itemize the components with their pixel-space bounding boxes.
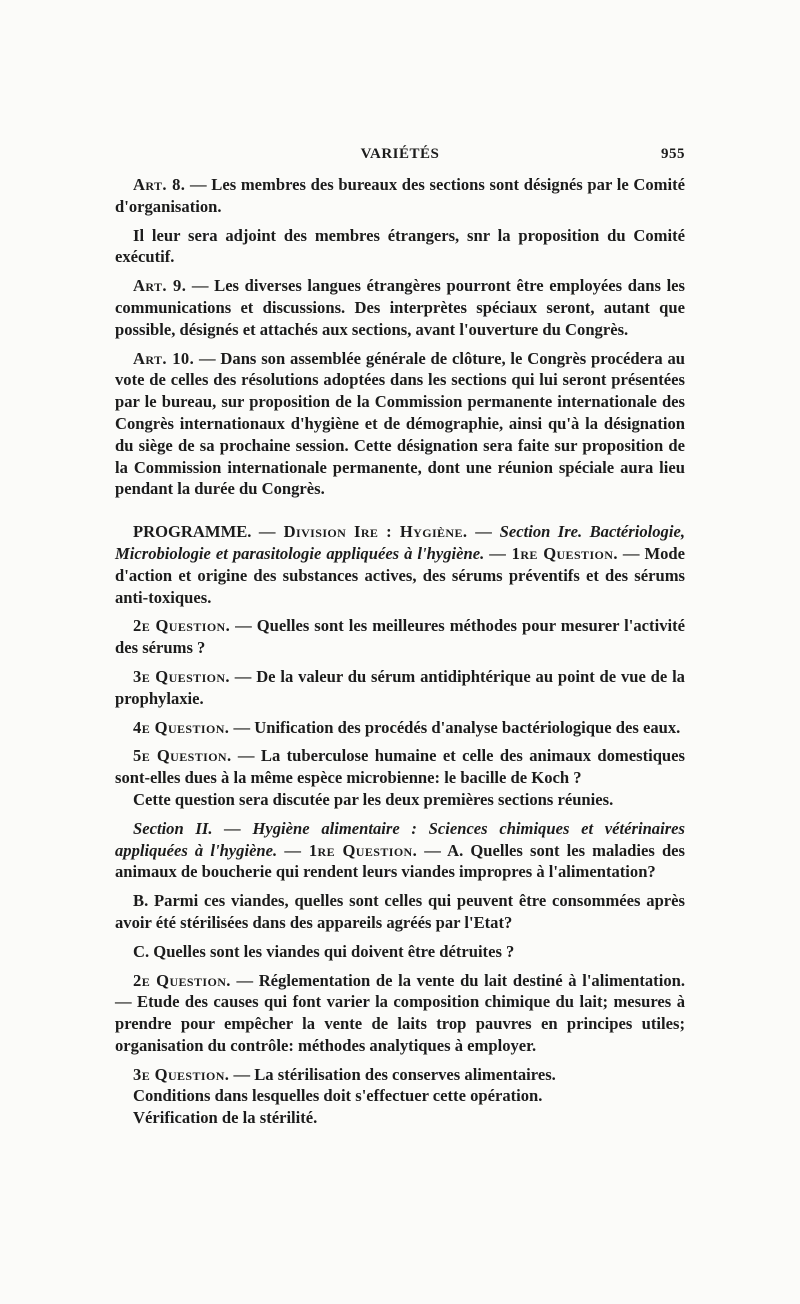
question-text: — Quelles sont les meilleures méthodes pour mesurer l'activité des sérums ? bbox=[115, 616, 685, 658]
question-text: B. Parmi ces viandes, quelles sont celles qui peuvent être consommées après avoir été stérilisées dans des appareils agréés par l'Etat? bbox=[115, 891, 685, 932]
question-text: C. Quelles sont les viandes qui doivent être détruites ? bbox=[133, 941, 515, 961]
article-10 bbox=[115, 348, 685, 501]
article-8 bbox=[115, 174, 685, 218]
page-number: 955 bbox=[661, 146, 685, 162]
question-text: — A. Quelles sont les maladies des animaux de boucherie qui rendent leurs viandes impropres à l'alimentation? bbox=[115, 840, 686, 882]
question-text-line-3: Vérification de la stérilité. bbox=[133, 1108, 318, 1128]
question-text-line-2: Conditions dans lesquelles doit s'effectuer cette opération. bbox=[133, 1086, 543, 1106]
article-label: Art. 8. bbox=[133, 175, 186, 194]
question-text: — Réglementation de la vente du lait destiné à l'alimentation. — Etude des causes qui font varier la composition chimique du lait; mesures à prendre pour empêcher la vente de laits trop pauvres en principes utiles; organisation du contrôle: méthodes analytiques à employer. bbox=[115, 970, 685, 1055]
article-text: Il leur sera adjoint des membres étrangers, snr la proposition du Comité exécutif. bbox=[115, 225, 685, 267]
question-label: 2e Question. bbox=[133, 970, 231, 990]
page-header bbox=[115, 144, 685, 168]
question-note: Cette question sera discutée par les deux premières sections réunies. bbox=[133, 789, 614, 809]
question-label: 4e Question. bbox=[133, 717, 230, 737]
text-column bbox=[115, 144, 685, 1136]
question-text: — La tuberculose humaine et celle des animaux domestiques sont-elles dues à la même espèce microbienne: le bacille de Koch ? bbox=[115, 746, 685, 788]
question-5 bbox=[115, 745, 685, 810]
article-text: — Les diverses langues étrangères pourront être employées dans les communications et discussions. Des interprètes spéciaux seront, autant que possible, désignés et attachés aux sections, avant l'ouverture du Congrès. bbox=[115, 276, 686, 339]
section-2-question-3 bbox=[115, 1064, 685, 1129]
section-1-title: Section Ire. Bactériologie, Microbiologie et parasitologie appliquées à l'hygiène. bbox=[115, 522, 685, 563]
question-label: 2e Question. bbox=[133, 616, 231, 636]
question-4 bbox=[115, 717, 685, 739]
division-label: — Division Ire : Hygiène. — bbox=[258, 522, 493, 542]
question-3 bbox=[115, 666, 685, 710]
question-1-part-c bbox=[115, 941, 685, 963]
question-text: — Unification des procédés d'analyse bactériologique des eaux. bbox=[233, 717, 681, 737]
question-text: — De la valeur du sérum antidiphtérique au point de vue de la prophylaxie. bbox=[115, 666, 685, 708]
programme-label: PROGRAMME. bbox=[133, 522, 252, 542]
programme-heading bbox=[115, 521, 685, 608]
question-label: — 1re Question. bbox=[489, 543, 618, 563]
article-9 bbox=[115, 275, 685, 340]
question-1-part-b bbox=[115, 890, 685, 934]
article-text: — Dans son assemblée générale de clôture, le Congrès procédera au vote de celles des résolutions adoptées dans les sections qui lui seront présentées par le bureau, sur proposition de la Commission permanente internationale des Congrès internationaux d'hygiène et de démographie, ainsi qu'à la désignation du siège de sa prochaine session. Cette désignation sera faite sur proposition de la Commission internationale permanente, dont une réunion spéciale aura lieu pendant la durée du Congrès. bbox=[115, 348, 685, 499]
article-label: Art. 10. bbox=[133, 348, 195, 368]
question-label: 5e Question. bbox=[133, 746, 232, 766]
section-2-title: Section II. — Hygiène alimentaire : Sciences chimiques et vétérinaires appliquées à l'hygiène. bbox=[115, 818, 685, 860]
article-text: — Les membres des bureaux des sections sont désignés par le Comité d'organisation. bbox=[115, 175, 685, 216]
question-text: — Mode d'action et origine des substances actives, des sérums préventifs et des sérums anti-toxiques. bbox=[115, 543, 686, 607]
section-2-question-2 bbox=[115, 970, 685, 1057]
question-2 bbox=[115, 615, 685, 659]
question-text: — La stérilisation des conserves alimentaires. bbox=[233, 1064, 556, 1084]
article-label: Art. 9. bbox=[133, 276, 187, 296]
section-2 bbox=[115, 818, 685, 883]
running-title: VARIÉTÉS bbox=[360, 146, 440, 162]
question-label: 3e Question. bbox=[133, 666, 230, 686]
question-label: — 1re Question. bbox=[284, 840, 418, 860]
article-8-paragraph-2 bbox=[115, 225, 685, 269]
question-label: 3e Question. bbox=[133, 1064, 230, 1084]
